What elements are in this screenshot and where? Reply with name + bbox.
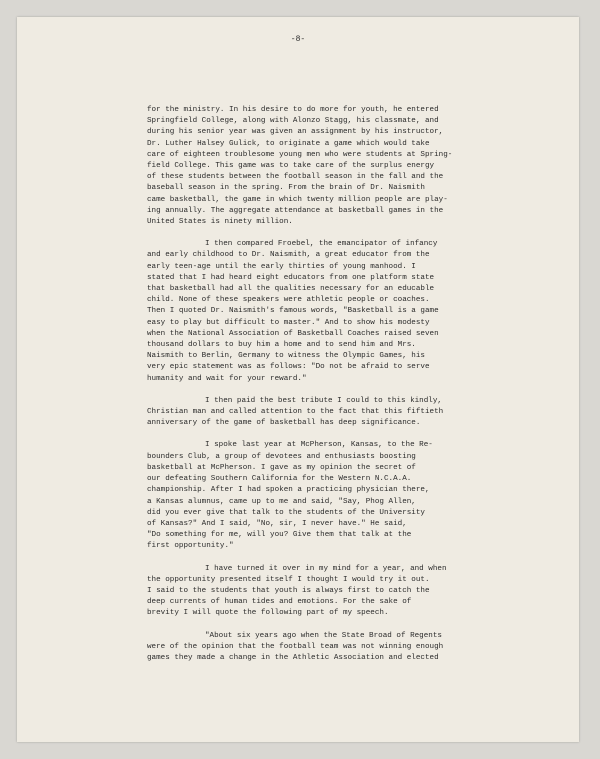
text-line: the opportunity presented itself I thought I would try it out. [147,575,430,584]
text-line: Christian man and called attention to the fact that this fiftieth [147,408,444,417]
text-line: games they made a change in the Athletic Association and elected [147,653,439,662]
document-page [17,17,579,742]
text-line: ing annually. The aggregate attendance at basketball games in the [147,206,444,215]
text-line: "About six years ago when the State Broad of Regents [205,631,442,640]
text-line: field College. This game was to take care of the surplus energy [147,162,435,171]
text-line: basketball at McPherson. I gave as my opinion the secret of [147,463,416,472]
text-line: Naismith to Berlin, Germany to witness the Olympic Games, his [147,352,425,361]
text-line: our defeating Southern California for the Western N.C.A.A. [147,475,412,484]
text-line: Dr. Luther Halsey Gulick, to originate a game which would take [147,139,430,148]
paragraph [147,396,567,430]
text-line: thousand dollars to buy him a home and to send him and Mrs. [147,341,416,350]
text-line: for the ministry. In his desire to do more for youth, he entered [147,106,439,114]
text-line: United States is ninety million. [147,218,293,227]
text-line: I then paid the best tribute I could to this kindly, [205,396,442,405]
text-line: of these students between the football season in the fall and the [147,173,444,182]
text-line: early teen-age until the early thirties of young manhood. I [147,262,416,271]
text-line: baseball season in the spring. From the brain of Dr. Naismith [147,184,425,193]
text-line: bounders Club, a group of devotees and enthusiasts boosting [147,452,416,461]
text-line: humanity and wait for your reward." [147,374,307,383]
text-line: care of eighteen troublesome young men who were students at Spring- [147,150,453,159]
text-line: I have turned it over in my mind for a year, and when [205,564,447,573]
text-line: Springfield College, along with Alonzo Stagg, his classmate, and [147,117,439,126]
text-line: were of the opinion that the football team was not winning enough [147,642,444,651]
text-line: when the National Association of Basketball Coaches raised seven [147,329,439,338]
paragraph [147,105,567,228]
text-line: child. None of these speakers were athletic people or coaches. [147,296,430,305]
text-line: championship. After I had spoken a practicing physician there, [147,486,430,495]
text-line: "Do something for me, will you? Give them that talk at the [147,531,412,540]
text-line: I then compared Froebel, the emancipator of infancy [205,240,438,249]
text-line: Then I quoted Dr. Naismith's famous words, "Basketball is a game [147,307,439,316]
page-number: -8- [290,35,306,44]
text-line: of Kansas?" And I said, "No, sir, I never have." He said, [147,519,407,528]
text-line: stated that I had heard eight educators from one platform state [147,273,435,282]
document-body [147,105,567,675]
paragraph [147,631,567,665]
text-line: that basketball had all the qualities necessary for an educable [147,285,435,294]
paragraph [147,564,567,620]
text-line: came basketball, the game in which twenty million people are play- [147,195,448,204]
text-line: and early childhood to Dr. Naismith, a great educator from the [147,251,430,260]
paragraph [147,440,567,552]
text-line: brevity I will quote the following part of my speech. [147,609,389,618]
text-line: anniversary of the game of basketball has deep significance. [147,419,421,428]
text-line: first opportunity." [147,542,234,551]
text-line: I said to the students that youth is always first to catch the [147,586,430,595]
text-line: very epic statement was as follows: "Do not be afraid to serve [147,363,430,372]
text-line: during his senior year was given an assignment by his instructor, [147,128,444,137]
text-line: I spoke last year at McPherson, Kansas, to the Re- [205,441,433,450]
text-line: a Kansas alumnus, came up to me and said, "Say, Phog Allen, [147,497,416,506]
text-line: easy to play but difficult to master." And to show his modesty [147,318,430,327]
text-line: did you ever give that talk to the students of the University [147,508,425,517]
paragraph [147,239,567,385]
text-line: deep currents of human tides and emotions. For the sake of [147,598,412,607]
